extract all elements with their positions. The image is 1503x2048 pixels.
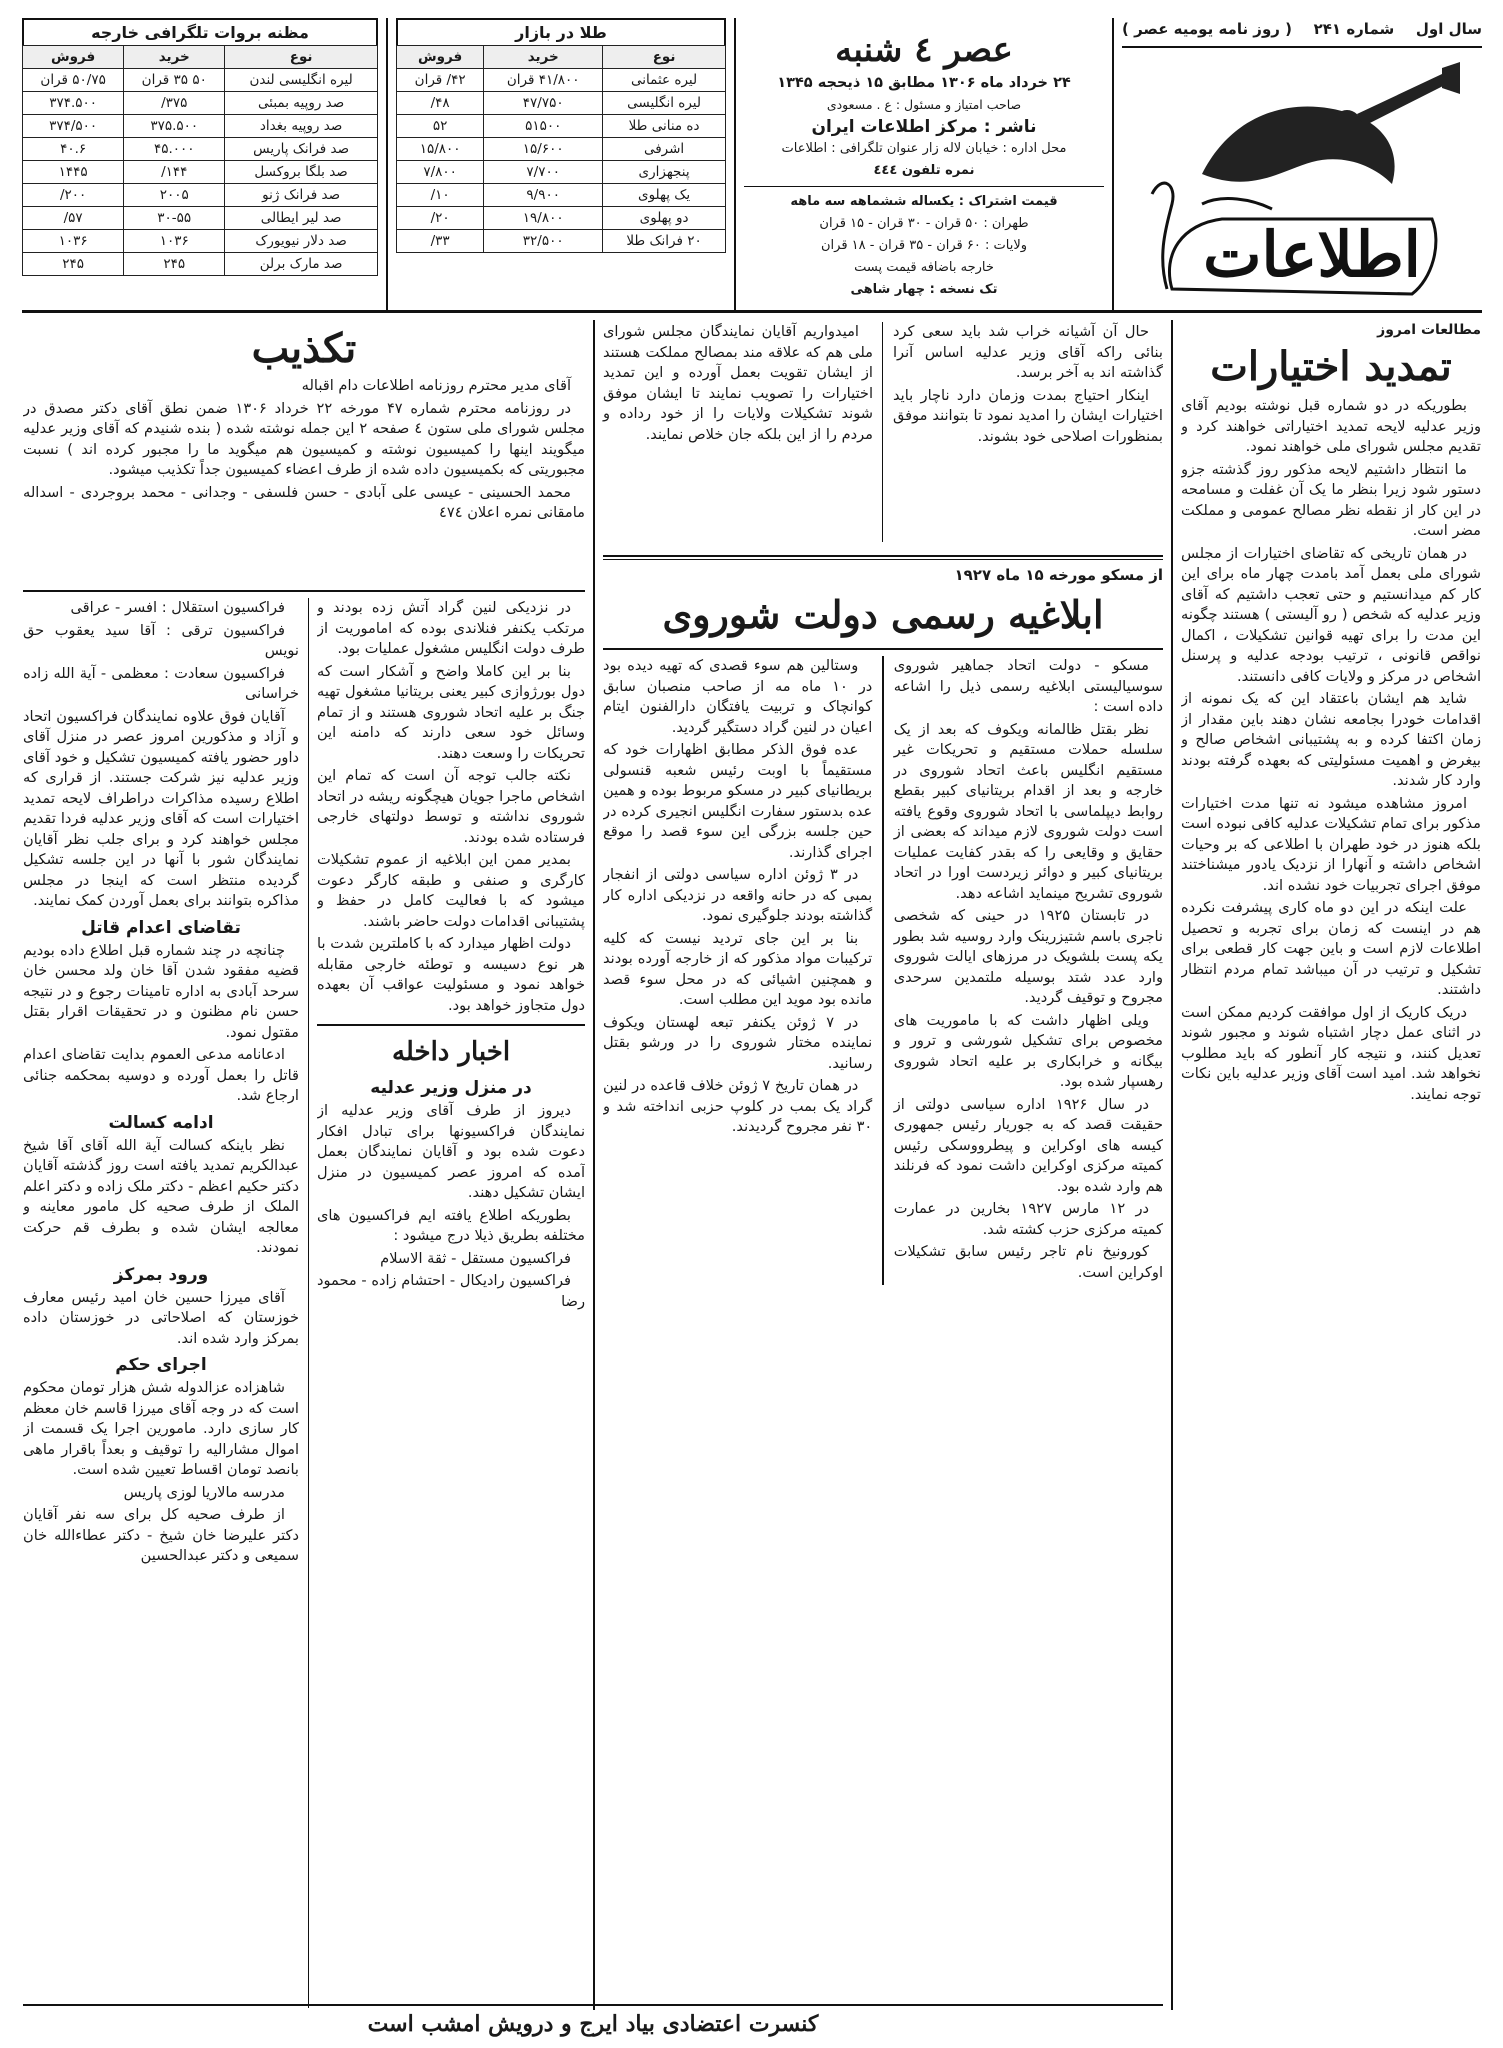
table-cell: ۱۵/۸۰۰ [397,138,484,161]
daily-note: ( روز نامه یومیه عصر ) [1122,20,1292,38]
subhead-qatel: تقاضای اعدام قاتل [81,917,241,938]
table-cell: صد بلگا بروکسل [225,161,378,184]
soviet-headline: ابلاغیه رسمی دولت شوروی [662,592,1104,637]
gold-market-title: طلا در بازار [396,18,726,45]
subhead-ejra: اجرای حکم [115,1355,207,1375]
table-row [397,92,726,115]
table-header: فروش [23,46,124,69]
table-cell: ۱۹/۸۰۰ [484,207,603,230]
soviet-dateline: از مسکو مورخه ۱۵ ماه ۱۹۲۷ [954,566,1163,584]
sub-provinces: ولایات : ۶۰ قران - ۳۵ قران - ۱۸ قران [820,238,1028,253]
table-cell: ۱۰۳۶ [124,230,225,253]
exchange-rates-box [22,18,378,276]
paragraph: بطوریکه اطلاع یافته ایم فراکسیون های مختلفه بطریق ذیلا درج میشود : [317,1206,585,1244]
exchange-rates-title: مظنه بروات تلگرافی خارجه [22,18,378,45]
concert-text: کنسرت اعتضادی بیاد ایرج و درویش امشب است [367,2011,819,2037]
paragraph: محمد الحسینی - عیسی علی آبادی - حسن فلسفی - وجدانی - محمد بروجردی - اسداله مامقانی نمره اعلان ٤٧٤ [23,483,585,521]
table-cell: ۲۰۰/ [23,184,124,207]
paragraph: آقایان فوق علاوه نمایندگان فراکسیون اتحاد و آزاد و مذکورین امروز عصر در منزل آقای داور حضور یافته کمیسیون تشکیل و خود آقای وزیر عدلیه نیز شرکت جستند. از قراری که اطلاع رسیده مذاکرات دراطراف لایحه تمدید اختیارات است که آقای وزیر عدلیه فردا تقدیم مجلس خواهند کرد و برای جلب نظر آقایان نمایندگان شور با آنها در این جلسه تشکیل گردیده منتظر است که اینجا در مجلس مذاکره بتوانند برای بعمل آوردن کمک نمایند. [23,707,299,909]
paragraph: فراکسیون ترقی : آقا سید یعقوب حق نویس [23,621,299,659]
table-cell: ۹/۹۰۰ [484,184,603,207]
takzib-box [23,322,585,584]
column-tamdid [1181,322,1481,2012]
paragraph: بنا بر این کاملا واضح و آشکار است که دول بورژوازی کبیر یعنی بریتانیا مشغول تهیه جنگ بر علیه اتحاد شوروی هستند و از تمام وسائل خود سعی دارند که دامنه این تحریکات را وسعت دهند. [317,662,585,762]
paragraph: چنانچه در چند شماره قبل اطلاع داده بودیم قضیه مفقود شدن آقا خان ولد محسن خان سرحد آبادی به اداره تامینات رجوع و در نتیجه حسن نام مظنون و در تحقیقات اقرار بقتل مقتول نمود. [23,941,299,1041]
table-header: نوع [603,46,726,69]
edition-day: عصر ٤ شنبه [835,30,1013,70]
table-cell: صد روپیه بمبئی [225,92,378,115]
gold-market-table [396,45,726,253]
table-header: فروش [397,46,484,69]
year-label: سال اول [1415,20,1482,38]
table-cell: ۳۲/۵۰۰ [484,230,603,253]
logo-text: اطلاعات [1203,218,1421,291]
paragraph: دیروز از طرف آقای وزیر عدلیه از نمایندگان فراکسیونها برای تبادل افکار دعوت شده بود و آقایان نمایندگان بعمل آمده که امروز عصر کمیسیون در منزل ایشان تشکیل دهند. [317,1102,585,1201]
paragraph: عده فوق الذکر مطابق اظهارات خود که مستقیماً با اوبت رئیس شعبه قنسولی بریطانیای کبیر در مسکو مربوط بوده و همین عده بدستور سفارت انگلیس انجیری کرده در حین جلسه بزرگی این سوء قصد را موقع اجرای گذارند. [603,741,873,861]
table-cell: ۴۱/۸۰۰ قران [484,69,603,92]
article-body [23,1288,299,1350]
akhbar-headline: اخبار داخله [391,1037,511,1067]
table-cell: ۳۳/ [397,230,484,253]
table-header: خرید [484,46,603,69]
masthead [22,18,1482,310]
table-cell: ۱۰۳۶ [23,230,124,253]
table-cell: ۴۷/۷۵۰ [484,92,603,115]
paragraph: در سال ۱۹۲۶ اداره سیاسی دولتی از حقیقت قصد که به جوریار رئیس جمهوری کیسه های اوکراین و پیطرووسکی رئیس کمیته مرکزی اوکراین داشت نمود که فرنلند هم وارد شده بود. [893,1095,1163,1195]
subscription-title: قیمت اشتراک : یکساله ششماهه سه ماهه [790,194,1058,209]
table-cell: ۲۴۵ [124,253,225,276]
table-row [397,184,726,207]
article-body [23,1378,299,1567]
paragraph: ادعانامه مدعی العموم بدایت تقاضای اعدام قاتل را بعمل آورده و دوسیه بمحکمه جنائی ارجاع شد. [23,1046,299,1104]
table-cell: ۱۵/۶۰۰ [484,138,603,161]
paragraph: بنا بر این جای تردید نیست که کلیه ترکیبات مواد مذکور که از خارجه آورده بودند و همچنین اشیائی که در محل سوء قصد مانده بود موید این مطلب است. [603,929,873,1008]
gold-market-box [396,18,726,253]
table-row [397,138,726,161]
paragraph: امروز مشاهده میشود نه تنها مدت اختیارات مذکور برای تمام تشکیلات عدلیه کافی نبوده است بلکه هنوز در خود طهران با اطلاعی که بر وحیات اشخاص داشته و آنهارا از نزدیک یادور میشناختند موفق اجرای تجربیات خود نشده اند. [1181,794,1481,894]
table-cell: ۲۰/ [397,207,484,230]
table-row [23,184,378,207]
column-left [23,598,299,2008]
article-body [23,598,299,912]
paragraph: در روزنامه محترم شماره ۴۷ مورخه ۲۲ خرداد ۱۳۰۶ ضمن نطق آقای دکتر مصدق در مجلس شورای ملی ستون ٤ صفحه ۲ این جمله نوشته شده ( بنده شنیدم که آقای وزیر عدلیه میگویند اینها را کمیسیون نوشته و کمیسیون هم میگوید ما را مجبور کرده اند ) نسبت مجبوریتی که بکمیسیون داده شده از طرف اعضاء کمیسیون جداً تکذیب میشود. [23,399,585,478]
table-cell: لیره انگلیسی [603,92,726,115]
table-cell: ۵۰/۷۵ قران [23,69,124,92]
table-row [23,161,378,184]
kicker: مطالعات امروز [1377,322,1481,338]
paragraph: بمدیر ممن این ابلاغیه از عموم تشکیلات کارگری و صنفی و طبقه کارگر دعوت میشود که با فعالیت کامل در حفظ و پشتیبانی اقدامات دولت حاضر باشند. [317,851,585,930]
mid-top [603,322,1163,550]
paragraph: کورونیخ نام تاجر رئیس سابق تشکیلات اوکراین است. [893,1243,1163,1281]
table-cell: ۱۰/ [397,184,484,207]
subhead-kasalat: ادامه کسالت [108,1112,214,1133]
paragraph: در ۷ ژوئن یکنفر تبعه لهستان ویکوف نماینده مختار شوروی را در ورشو بقتل رسانید. [603,1013,873,1072]
paragraph: در ۳ ژوئن اداره سیاسی دولتی از انفجار بمبی که در حانه واقعه در نزدیکی اداره کار گذاشته بودند جلوگیری نمود. [603,866,873,924]
akhbar-body [317,1101,585,1312]
paragraph: از طرف صحیه کل برای سه نفر آقایان دکتر علیرضا خان شیخ - دکتر عطاءالله خان سمیعی و دکتر عبدالحسین [23,1506,299,1564]
table-cell: ۳۷۵/ [124,92,225,115]
table-cell: ۳۷۵.۵۰۰ [124,115,225,138]
table-cell: ۵۷/ [23,207,124,230]
office-line: محل اداره : خیابان لاله زار عنوان تلگرافی : اطلاعات [781,141,1067,156]
table-row [397,161,726,184]
table-cell: صد فرانک ژنو [225,184,378,207]
table-cell: صد مارک برلن [225,253,378,276]
table-cell: لیره عثمانی [603,69,726,92]
akhbar-subhead: در منزل وزیر عدلیه [370,1078,532,1098]
paragraph: دولت اظهار میدارد که با کاملترین شدت با هر نوع دسیسه و توطئه خارجی مقابله خواهد نمود و مسئولیت عواقب آن بعهده دول متجاوز خواهد بود. [317,935,585,1014]
paragraph: نکته جالب توجه آن است که تمام این اشخاص ماجرا جویان هیچگونه ریشه در اتحاد شوروی نداشته و توسط دولتهای خارجی فرستاده شده بودند. [317,767,585,846]
table-cell: ۴۰.۶ [23,138,124,161]
table-cell: ۲۰۰۵ [124,184,225,207]
soviet-announcement [603,566,1163,2006]
table-row [23,207,378,230]
paragraph: فراکسیون سعادت : معظمی - آیة الله زاده خراسانی [23,664,299,702]
table-cell: ۴۸/ [397,92,484,115]
table-row [397,230,726,253]
article-continuation [893,322,1163,449]
paragraph: اینکار احتیاج بمدت وزمان دارد ناچار باید اختیارات ایشان را امدید نمود تا بتوانند موفق بمنظورات اصلاحی خود بشوند. [893,386,1163,445]
paragraph: امیدواریم آقایان نمایندگان مجلس شورای ملی هم که علاقه مند بمصالح مملکت هستند از ایشان تقویت بعمل آورده و این تمدید اختیارات را تصویب نمایند تا ایشان موفق شوند تشکیلات ولایات را از خود رداده و مردم را از این بلکه جان خلاص نمایند. [603,323,873,443]
table-cell: ۲۴۵ [23,253,124,276]
masthead-info [744,28,1104,308]
takzib-headline: تکذیب [251,325,357,372]
table-row [23,230,378,253]
paragraph: وستالین هم سوء قصدی که تهیه دیده بود در ۱۰ ماه مه از صاحب منصبان سابق کوانچاک و تربیت یافتگان دارالفنون ایتام اعیان در لنین گراد دستگیر گردید. [603,657,873,736]
table-cell: صد روپیه بغداد [225,115,378,138]
paragraph: در همان تاریخ ۷ ژوئن خلاف قاعده در لنین گراد یک بمب در کلوپ حزبی انداخته شد و ۳۰ نفر مجروح گردیدند. [603,1077,873,1135]
paragraph: حال آن آشیانه خراب شد باید سعی کرد بنائی راکه آقای وزیر عدلیه اساس آنرا گذاشته اند به آخر برسد. [893,323,1163,381]
table-cell: پنجهزاری [603,161,726,184]
paragraph: نظر باینکه کسالت آیة الله آقای آقا شیخ عبدالکریم تمدید یافته است روز گذشته آقایان دکتر حکیم اعظم - دکتر ملک زاده و دکتر اعلم الملک از طرف صحیه کل مامور معاینه و معالجه ایشان شده و بطرف قم حرکت نمودند. [23,1136,299,1256]
masthead-logo-block [1122,18,1482,308]
date-line: ۲۴ خرداد ماه ۱۳۰۶ مطابق ۱۵ ذیحجه ۱۳۴۵ [777,75,1071,91]
article-continuation [603,322,873,447]
issue-number: شماره ۲۴۱ [1313,20,1395,38]
table-row [23,115,378,138]
table-row [397,69,726,92]
table-row [23,92,378,115]
article-body [1181,396,1481,1105]
publisher: ناشر : مرکز اطلاعات ایران [811,117,1037,137]
table-cell: ۵۲ [397,115,484,138]
paragraph: ما انتظار داشتیم لایحه مذکور روز گذشته جزو دستور شود زیرا بنظر ما یک آن غفلت و مسامحه در این کار از نقطه نظر مصالح عمومی و مملکت مضر است. [1181,460,1481,539]
masthead-divider [22,310,1482,313]
paragraph: شاهزاده عزالدوله شش هزار تومان محکوم است که در وجه آقای میرزا قاسم خان معظم کار سازی دارد. مامورین اجرا یک قسمت از اموال مشارالیه را توقیف و بعداً باقرار ماهی بانصد تومان اقساط تعیین شده است. [23,1379,299,1478]
paragraph: فراکسیون مستقل - ثقة الاسلام [380,1249,571,1267]
subhead-vorud: ورود بمرکز [113,1264,209,1285]
paragraph: فراکسیون رادیکال - احتشام زاده - محمود رضا [317,1272,585,1310]
table-cell: ۱۴۴۵ [23,161,124,184]
sub-tehran: طهران : ۵۰ قران - ۳۰ قران - ۱۵ قران [819,216,1029,231]
soviet-col-b [603,656,872,1285]
table-cell: صد لیر ایطالی [225,207,378,230]
paragraph: علت اینکه در این دو ماه کاری پیشرفت نکرده هم در اینست که زمان برای تجربه و تحصیل اطلاعات لازم است و باین جهت کار قطعی برای تشکیل و ترتیب در آن میباشد تمام مردم انتظار داشتند. [1181,899,1481,998]
paragraph: در همان تاریخی که تقاضای اختیارات از مجلس شورای ملی بعمل آمد بامدت چهار ماه برای این کار کم میدانستیم و حتی تعجب داشتیم که آقای وزیر عدلیه که شخص ( رو آلیستی ) هستند چگونه این مدت را برای تهیه قوانین تشکیلات ، اکمال نواقص قانونی ، ترتیب بودجه عدلیه و پرسنل اشخاص در مرکز و ولایات کافی دانستند. [1181,544,1481,685]
single-copy: تک نسخه : چهار شاهی [850,282,998,297]
soviet-col-a [894,656,1163,1285]
table-cell: یک پهلوی [603,184,726,207]
article-body [23,1136,299,1259]
table-cell: ۳۰-۵۵ [124,207,225,230]
table-cell: صد دلار نیویورک [225,230,378,253]
paragraph: مسکو - دولت اتحاد جماهیر شوروی سوسیالیستی ابلاغیه رسمی ذیل را اشاعه داده است : [893,657,1163,715]
owner-line: صاحب امتیاز و مسئول : ع . مسعودی [826,97,1022,112]
table-cell: ۲۰ فرانک طلا [603,230,726,253]
table-cell: دو پهلوی [603,207,726,230]
table-row [23,138,378,161]
exchange-rates-table [22,45,378,276]
concert-banner [23,2004,1163,2044]
column-mid-left [317,598,585,2008]
table-cell: ۱۴۴/ [124,161,225,184]
table-cell: صد فرانک پاریس [225,138,378,161]
paragraph: ویلی اظهار داشت که با ماموریت های مخصوص برای تشکیل شورشی و ترور و بیگانه و خرابکاری بر علیه اتحاد شوروی رهسپار شده بود. [893,1011,1163,1090]
table-cell: ۵۱۵۰۰ [484,115,603,138]
table-cell: لیره انگلیسی لندن [225,69,378,92]
paragraph: مدرسه مالاریا لوزی پاریس [123,1483,285,1501]
table-cell: ۳۷۴/۵۰۰ [23,115,124,138]
paragraph: آقای میرزا حسین خان امید رئیس معارف خوزستان که اصلاحاتی در خوزستان داده بمرکز وارد شده اند. [23,1288,299,1347]
paragraph: در تابستان ۱۹۲۵ در حینی که شخصی ناجری باسم شتیزرینک وارد روسیه شد بطور یکه پست بلشویک در مرزهای ایالت شوروی وارد عدد شتد بوسیله ملتمدین سرحدی مجروح و توقیف گردید. [893,907,1163,1006]
paragraph: بطوریکه در دو شماره قبل نوشته بودیم آقای وزیر عدلیه لایحه تمدید اختیاراتی خواهند کرد و تقدیم مجلس شورای ملی خواهند نمود. [1181,397,1481,455]
herald-angel-icon [1142,54,1462,299]
paragraph: شاید هم ایشان باعتقاد این که یک نمونه از اقدامات خودرا بجامعه نشان دهند باین مقدار از زمان اکتفا کرده و به پشتیبانی اشخاص صالح و بیغرض و اهمیت مسئولیتی که بعهده گرفته بودند وارد کار شدند. [1181,690,1481,789]
headline-tamdid: تمدید اختیارات [1210,343,1452,390]
table-header: خرید [124,46,225,69]
table-cell: ده منانی طلا [603,115,726,138]
takzib-body [23,376,585,524]
table-row [23,253,378,276]
paragraph: فراکسیون استقلال : افسر - عراقی [70,599,285,616]
paragraph: در ۱۲ مارس ۱۹۲۷ بخارین در عمارت کمیته مرکزی حزب کشته شد. [893,1200,1163,1238]
table-cell: ۴۵.۰۰۰ [124,138,225,161]
table-cell: ۳۷۴.۵۰۰ [23,92,124,115]
paragraph: دریک کاریک از اول موافقت کردیم ممکن است در اثنای عمل دچار اشتباه شوند و مجبور شوند تعدیل کنند، و نتیجه کار آنطور که باید مطلوب نخواهد شد. امید است آقای وزیر عدلیه باین نکات توجه نمایند. [1181,1003,1481,1103]
article-body [23,941,299,1107]
table-row [23,69,378,92]
table-cell: ۴۲/ قران [397,69,484,92]
table-cell: ۷/۸۰۰ [397,161,484,184]
table-cell: اشرفی [603,138,726,161]
phone-number: نمره تلفون ٤٤٤ [873,163,975,178]
table-row [397,207,726,230]
table-cell: ۷/۷۰۰ [484,161,603,184]
sub-abroad: خارجه باضافه قیمت پست [854,260,994,275]
paragraph: نظر بقتل ظالمانه ویکوف که بعد از یک سلسله حملات مستقیم و تحریکات غیر مستقیم انگلیس باعث اتحاد شوروی در خارجه و بعد از اقدام بریتانیای کبیر بقطع روابط دیپلماسی با اتحاد شوروی وقوع یافته است دولت شوروی لازم میداند که بعضی از حقایق و وقایعی را که بقدر کفایت عملیات بریتانیای کبیر و دوائر زیردست اورا در اتحاد شوروی تشریح مینماید اشاعه دهد. [893,720,1163,902]
paragraph: آقای مدیر محترم روزنامه اطلاعات دام اقباله [301,377,571,394]
paragraph: در نزدیکی لنین گراد آتش زده بودند و مرتکب یکنفر فنلاندی بوده که اماموریت از طرف دولت انگلیس مشغول عملیات بود. [317,599,585,657]
article-body [317,598,585,1016]
table-header: نوع [225,46,378,69]
table-row [397,115,726,138]
table-cell: ۵۰ ۳۵ قران [124,69,225,92]
